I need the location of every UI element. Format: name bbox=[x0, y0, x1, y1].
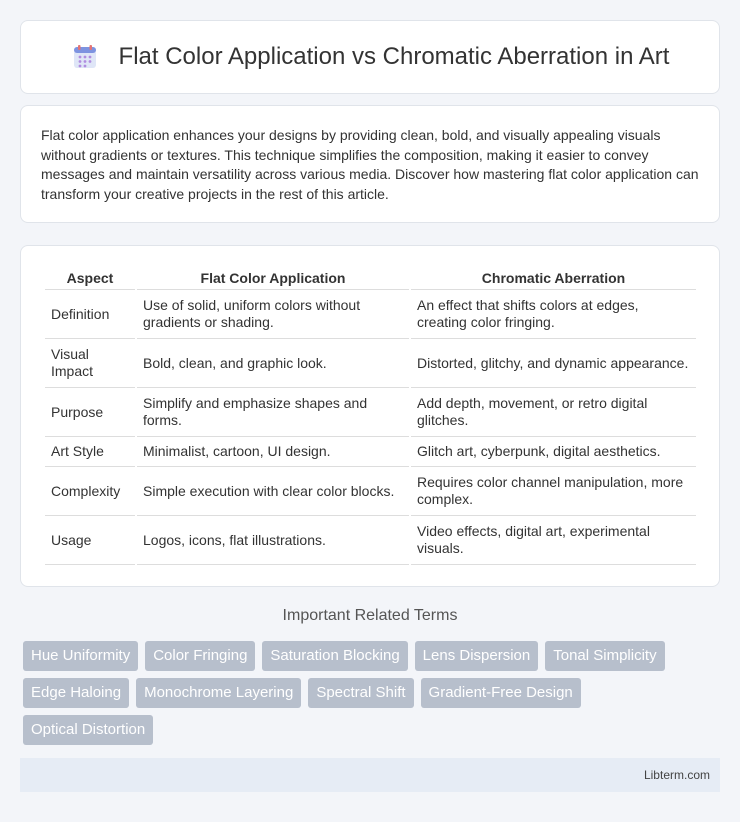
cell-chromatic: An effect that shifts colors at edges, creating color fringing. bbox=[411, 290, 696, 339]
cell-chromatic: Glitch art, cyberpunk, digital aesthetics. bbox=[411, 437, 696, 467]
table-row bbox=[45, 290, 696, 339]
cell-chromatic: Video effects, digital art, experimental visuals. bbox=[411, 516, 696, 565]
tag-monochrome-layering[interactable]: Monochrome Layering bbox=[136, 678, 301, 708]
tag-hue-uniformity[interactable]: Hue Uniformity bbox=[23, 641, 138, 671]
cell-flat: Simplify and emphasize shapes and forms. bbox=[137, 388, 409, 437]
header-chromatic-aberration: Chromatic Aberration bbox=[411, 266, 696, 290]
comparison-table-card bbox=[20, 245, 720, 587]
footer-brand[interactable]: Libterm.com bbox=[643, 768, 710, 782]
tag-optical-distortion[interactable]: Optical Distortion bbox=[23, 715, 153, 745]
intro-card bbox=[20, 105, 720, 223]
header-card bbox=[20, 20, 720, 94]
cell-chromatic: Add depth, movement, or retro digital glitches. bbox=[411, 388, 696, 437]
table-row bbox=[45, 467, 696, 516]
tag-edge-haloing[interactable]: Edge Haloing bbox=[23, 678, 129, 708]
intro-text: Flat color application enhances your designs by providing clean, bold, and visually appealing visuals without gradients or textures. This technique simplifies the composition, making it easier to convey messages and maintain versatility across various media. Discover how mastering flat color application can transform your creative projects in the rest of this article. bbox=[41, 127, 699, 202]
cell-aspect: Definition bbox=[45, 290, 135, 339]
cell-aspect: Visual Impact bbox=[45, 339, 135, 388]
cell-flat: Logos, icons, flat illustrations. bbox=[137, 516, 409, 565]
page-title: Flat Color Application vs Chromatic Aberration in Art bbox=[118, 43, 670, 70]
cell-aspect: Usage bbox=[45, 516, 135, 565]
cell-flat: Simple execution with clear color blocks. bbox=[137, 467, 409, 516]
table-row bbox=[45, 516, 696, 565]
tag-lens-dispersion[interactable]: Lens Dispersion bbox=[415, 641, 539, 671]
table-row bbox=[45, 339, 696, 388]
tag-gradient-free-design[interactable]: Gradient-Free Design bbox=[421, 678, 581, 708]
cell-flat: Bold, clean, and graphic look. bbox=[137, 339, 409, 388]
cell-aspect: Complexity bbox=[45, 467, 135, 516]
table-row bbox=[45, 437, 696, 467]
cell-aspect: Art Style bbox=[45, 437, 135, 467]
cell-chromatic: Distorted, glitchy, and dynamic appearance. bbox=[411, 339, 696, 388]
tag-spectral-shift[interactable]: Spectral Shift bbox=[308, 678, 413, 708]
table-header-row bbox=[45, 266, 696, 290]
related-terms-title: Important Related Terms bbox=[282, 607, 458, 624]
calendar-grid-icon bbox=[71, 43, 99, 71]
table-row bbox=[45, 388, 696, 437]
tag-color-fringing[interactable]: Color Fringing bbox=[145, 641, 255, 671]
related-tags bbox=[23, 641, 723, 752]
footer bbox=[20, 758, 720, 792]
header-aspect: Aspect bbox=[45, 266, 135, 290]
cell-chromatic: Requires color channel manipulation, more complex. bbox=[411, 467, 696, 516]
tag-tonal-simplicity[interactable]: Tonal Simplicity bbox=[545, 641, 664, 671]
header-flat-color: Flat Color Application bbox=[137, 266, 409, 290]
tag-saturation-blocking[interactable]: Saturation Blocking bbox=[262, 641, 407, 671]
cell-flat: Use of solid, uniform colors without gradients or shading. bbox=[137, 290, 409, 339]
cell-aspect: Purpose bbox=[45, 388, 135, 437]
cell-flat: Minimalist, cartoon, UI design. bbox=[137, 437, 409, 467]
comparison-table bbox=[43, 266, 698, 565]
